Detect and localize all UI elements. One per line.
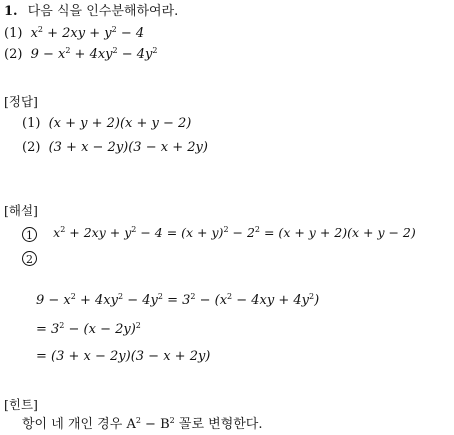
- step-2-line-2: = $3^2 - (x - 2y)^2$: [36, 321, 141, 337]
- answer-item-label: (1): [22, 116, 41, 131]
- solution-header: [해설]: [4, 203, 38, 218]
- solution-step-1: [22, 225, 416, 242]
- problem-instruction: 다음 식을 인수분해하여라.: [27, 4, 179, 19]
- problem-heading: [4, 4, 178, 20]
- problem-item-2: [4, 47, 158, 63]
- hint-text: 항이 네 개인 경우 $A^2 - B^2$ 꼴로 변형한다.: [22, 416, 263, 432]
- problem-item-1: [4, 26, 144, 42]
- step-2-line-1: $9 - x^2 + 4xy^2 - 4y^2 = 3^2 - (x^2 - 4xy + 4y^2)$: [36, 292, 320, 308]
- hint-header: [힌트]: [4, 397, 38, 412]
- problem-item-label: (2): [4, 47, 23, 62]
- answer-header: [정답]: [4, 94, 38, 109]
- answer-item-label: (2): [22, 140, 41, 155]
- answer-item-expr: (x + y + 2)(x + y − 2): [48, 116, 192, 131]
- problem-number: 1.: [4, 4, 18, 19]
- solution-step-2: [22, 250, 37, 266]
- problem-item-expr: $x^2 + 2xy + y^2 - 4$: [30, 25, 145, 41]
- problem-item-label: (1): [4, 26, 23, 41]
- answer-item-expr: (3 + x − 2y)(3 − x + 2y): [48, 140, 208, 155]
- step-2-line-3: = (3 + x − 2y)(3 − x + 2y): [36, 349, 211, 364]
- answer-item-2: [22, 140, 208, 156]
- step-2-marker: 2: [22, 251, 37, 266]
- step-1-marker: 1: [22, 227, 37, 242]
- step-1-expr: $x^2 + 2xy + y^2 - 4 = (x + y)^2 - 2^2 = (x + y + 2)(x + y - 2)$: [53, 225, 416, 240]
- answer-item-1: [22, 116, 191, 132]
- problem-item-expr: $9 - x^2 + 4xy^2 - 4y^2$: [30, 46, 158, 62]
